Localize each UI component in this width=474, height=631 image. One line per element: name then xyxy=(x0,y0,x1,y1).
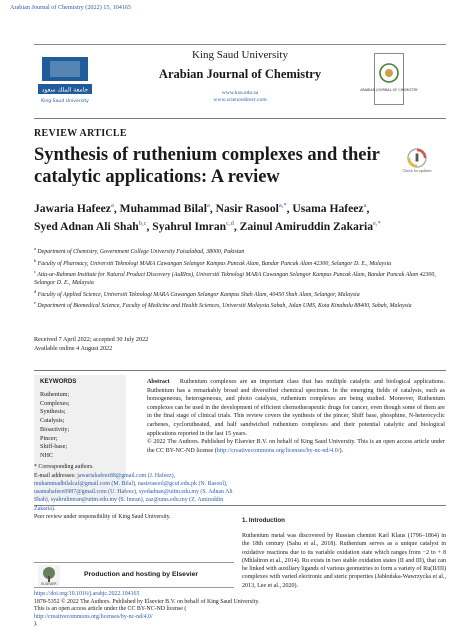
journal-cover-text: ARABIAN JOURNAL OF CHEMISTRY xyxy=(360,88,418,92)
author-affiliation-sup[interactable]: a xyxy=(206,202,210,209)
affiliation-text: Faculty of Applied Science, Universiti Teknologi MARA Cawangan Selangor Kampus Shah Alam, 40450 Shah Alam, Selangor, Malaysia xyxy=(37,291,360,298)
affiliation-item xyxy=(34,245,444,256)
author-name: Syed Adnan Ali Shah xyxy=(34,219,139,233)
affiliation-text: Faculty of Pharmacy, Universiti Teknologi MARA Cawangan Selangor Kampus Puncak Alam, Bandar Puncak Alam 42300, Selangor D. E., Malaysia xyxy=(37,260,392,267)
keyword-item: Synthesis; xyxy=(40,408,66,416)
author-separator: , xyxy=(146,219,153,233)
keyword-item: Shiff-base; xyxy=(40,443,68,451)
affiliation-key: e xyxy=(34,300,36,306)
ksu-logo-arabic: جامعة الملك سعود xyxy=(41,86,89,94)
affiliation-item xyxy=(34,288,444,299)
footer-license-prefix: This is an open access article under the CC BY-NC-ND license ( xyxy=(34,606,187,613)
peer-review-note: Peer review under responsibility of King Saud University. xyxy=(34,514,171,521)
affiliation-key: c xyxy=(34,269,36,275)
doi-link[interactable]: https://doi.org/10.1016/j.arabjc.2022.104165 xyxy=(34,591,140,597)
author-affiliation-sup[interactable]: c,d xyxy=(226,219,234,227)
keyword-item: Pincer; xyxy=(40,434,58,442)
author-separator: , xyxy=(233,219,240,233)
journal-reference: Arabian Journal of Chemistry (2022) 15, 104165 xyxy=(10,4,132,11)
keyword-item: Catalysis; xyxy=(40,417,65,425)
affiliation-text: Department of Biomedical Science, Faculty of Medicine and Health Sciences, Universiti Malaysia Sabah, Jalan UMS, Kota Kinabalu 88400, Sabah, Malaysia xyxy=(37,303,412,310)
sciencedirect-url-link[interactable]: www.sciencedirect.com xyxy=(213,97,267,103)
keywords-list xyxy=(40,391,70,461)
university-name: King Saud University xyxy=(192,49,288,61)
elsevier-logo-text: ELSEVIER xyxy=(41,582,57,586)
page-footer xyxy=(34,591,454,629)
article-type: REVIEW ARTICLE xyxy=(34,128,127,139)
affiliation-item xyxy=(34,299,444,310)
footer-license-suffix: ). xyxy=(34,621,38,628)
email-label: E-mail addresses: xyxy=(34,472,78,479)
header-divider xyxy=(34,118,446,119)
correspondence-note xyxy=(34,463,234,522)
journal-header xyxy=(34,44,446,116)
journal-cover-logo xyxy=(360,53,418,105)
elsevier-hosting-label: Production and hosting by Elsevier xyxy=(84,571,199,578)
author-name: Nasir Rasool xyxy=(215,201,279,215)
author-affiliation-sup[interactable]: a xyxy=(110,202,114,209)
introduction-heading: 1. Introduction xyxy=(242,517,285,524)
received-date: Received 7 April 2022; accepted 30 July 2022 xyxy=(34,336,149,343)
author-name: Usama Hafeez xyxy=(292,201,364,215)
author-separator: , xyxy=(286,201,293,215)
affiliation-text: Atta-ur-Rahman Institute for Natural Product Discovery (AuRIns), Universiti Teknologi MARA Cawangan Selangor Kampus Puncak Alam, Bandar Puncak Alam 42300, Selangor D. E., Malaysia xyxy=(34,272,436,287)
abstract xyxy=(147,378,445,455)
author-list xyxy=(34,198,444,234)
corresponding-authors-label: * Corresponding authors. xyxy=(34,464,94,470)
author-separator: , xyxy=(113,201,120,215)
abstract-license-link[interactable]: http://creativecommons.org/licenses/by-nc-nd/4.0/ xyxy=(216,447,340,454)
keyword-item: Bioactivity; xyxy=(40,425,70,433)
affiliation-item xyxy=(34,268,444,287)
keyword-item: Complexes; xyxy=(40,399,70,407)
affiliation-list xyxy=(34,245,444,311)
available-date: Available online 4 August 2022 xyxy=(34,345,113,352)
author-affiliation-sup[interactable]: b,c xyxy=(138,219,147,227)
author-name: Syahrul Imran xyxy=(152,219,227,233)
article-title: Synthesis of ruthenium complexes and their catalytic applications: A review xyxy=(34,145,380,187)
author-affiliation-sup[interactable]: a,* xyxy=(278,202,287,209)
abstract-label: Abstract xyxy=(147,379,170,385)
affiliation-key: b xyxy=(34,257,37,263)
introduction-text: Ruthenium metal was discovered by Russian chemist Karl Klaus (1796–1864) in the 18th century (Sahu et al., 2018). Ruthenium serves as a unique catalyst in oxidative reactions due to its variable oxidation state which ranges from −2 to + 8 (Mhlaltron et al., 2014). Ru exists in two stable oxidation states (II and III), that can be linked with auxiliary ligands of various geometries to form a variety of Ru(II/III) complexes with varied electronic and steric properties (Jabłońska-Wawrzycka et al., 2013, Lee et al., 2020). xyxy=(242,533,446,589)
author-separator: , xyxy=(366,201,370,215)
journal-name: Arabian Journal of Chemistry xyxy=(158,67,322,81)
affiliation-key: a xyxy=(34,246,36,251)
author-separator: , xyxy=(209,201,216,215)
keywords-title: KEYWORDS xyxy=(40,378,77,385)
abstract-copyright-close: ). xyxy=(339,447,344,454)
keyword-item: Ruthenium; xyxy=(40,391,70,398)
article-dates xyxy=(34,335,148,353)
author-name: Zainul Amiruddin Zakaria xyxy=(239,219,373,233)
affiliation-key: d xyxy=(34,288,37,294)
author-affiliation-sup[interactable]: e,* xyxy=(373,219,381,227)
footer-copyright: 1878-5352 © 2022 The Authors. Published by Elsevier B.V. on behalf of King Saud University. xyxy=(34,598,260,605)
elsevier-tree-logo xyxy=(38,565,60,586)
author-affiliation-sup[interactable]: a xyxy=(363,202,367,209)
affiliation-text: Department of Chemistry, Government College University Faisalabad, 38000, Pakistan xyxy=(37,248,245,255)
abstract-text: Ruthenium complexes are an important class that has multiple catalytic and biological applications. Ruthenium has a remarkably broad and diversified chemical spectrum. In the emerging fields of catalysis, such as homogeneous, heterogeneous, and photo catalysis, ruthenium complexes are being studied. Moreover, Ruthenium complexes can be used in the development of efficient chemotherapeutic drugs for cancer, even though some of them are in the final stage of clinical trials. This review covers the synthesis of the pincer, Shiff base, phosphine, N-heterocyclic carbenes, cyclorutheated, and half sandwiched ruthenium complexes and their potential catalytic and biological applications reported in the last 15 years. xyxy=(147,379,445,437)
abstract-copyright: © 2022 The Authors. Published by Elsevier B.V. on behalf of King Saud University. This is an open access article under the CC BY-NC-ND license ( xyxy=(147,439,445,454)
elsevier-banner xyxy=(34,562,234,588)
check-for-updates-label[interactable]: Check for updates xyxy=(402,168,432,173)
affiliation-item xyxy=(34,257,444,268)
keyword-item: NHC xyxy=(40,451,54,459)
author-name: Muhammad Bilal xyxy=(119,201,207,215)
ksu-logo-english: King Saud University xyxy=(41,99,89,104)
abstract-top-divider xyxy=(34,370,446,371)
ksu-url-link[interactable]: www.ksu.edu.sa xyxy=(221,90,259,96)
author-name: Jawaria Hafeez xyxy=(34,201,111,215)
footer-license-link[interactable]: http://creativecommons.org/licenses/by-nc-nd/4.0/ xyxy=(34,613,153,620)
author-emails[interactable]: jawariahafeez88@gmail.com (J. Hafeez), muhammadbilalcaf@gmail.com (M. Bilal), nasirrasool@gcuf.edu.pk (N. Rasool), usamahafeez0987@gmail.com (U. Hafeez), syedadnan@uitm.edu.my (S. Adnan Ali Shah), syahrulimran@uitm.edu.my (S. Imran), zaz@ums.edu.my (Z. Amiruddin Zakaria). xyxy=(34,472,233,512)
